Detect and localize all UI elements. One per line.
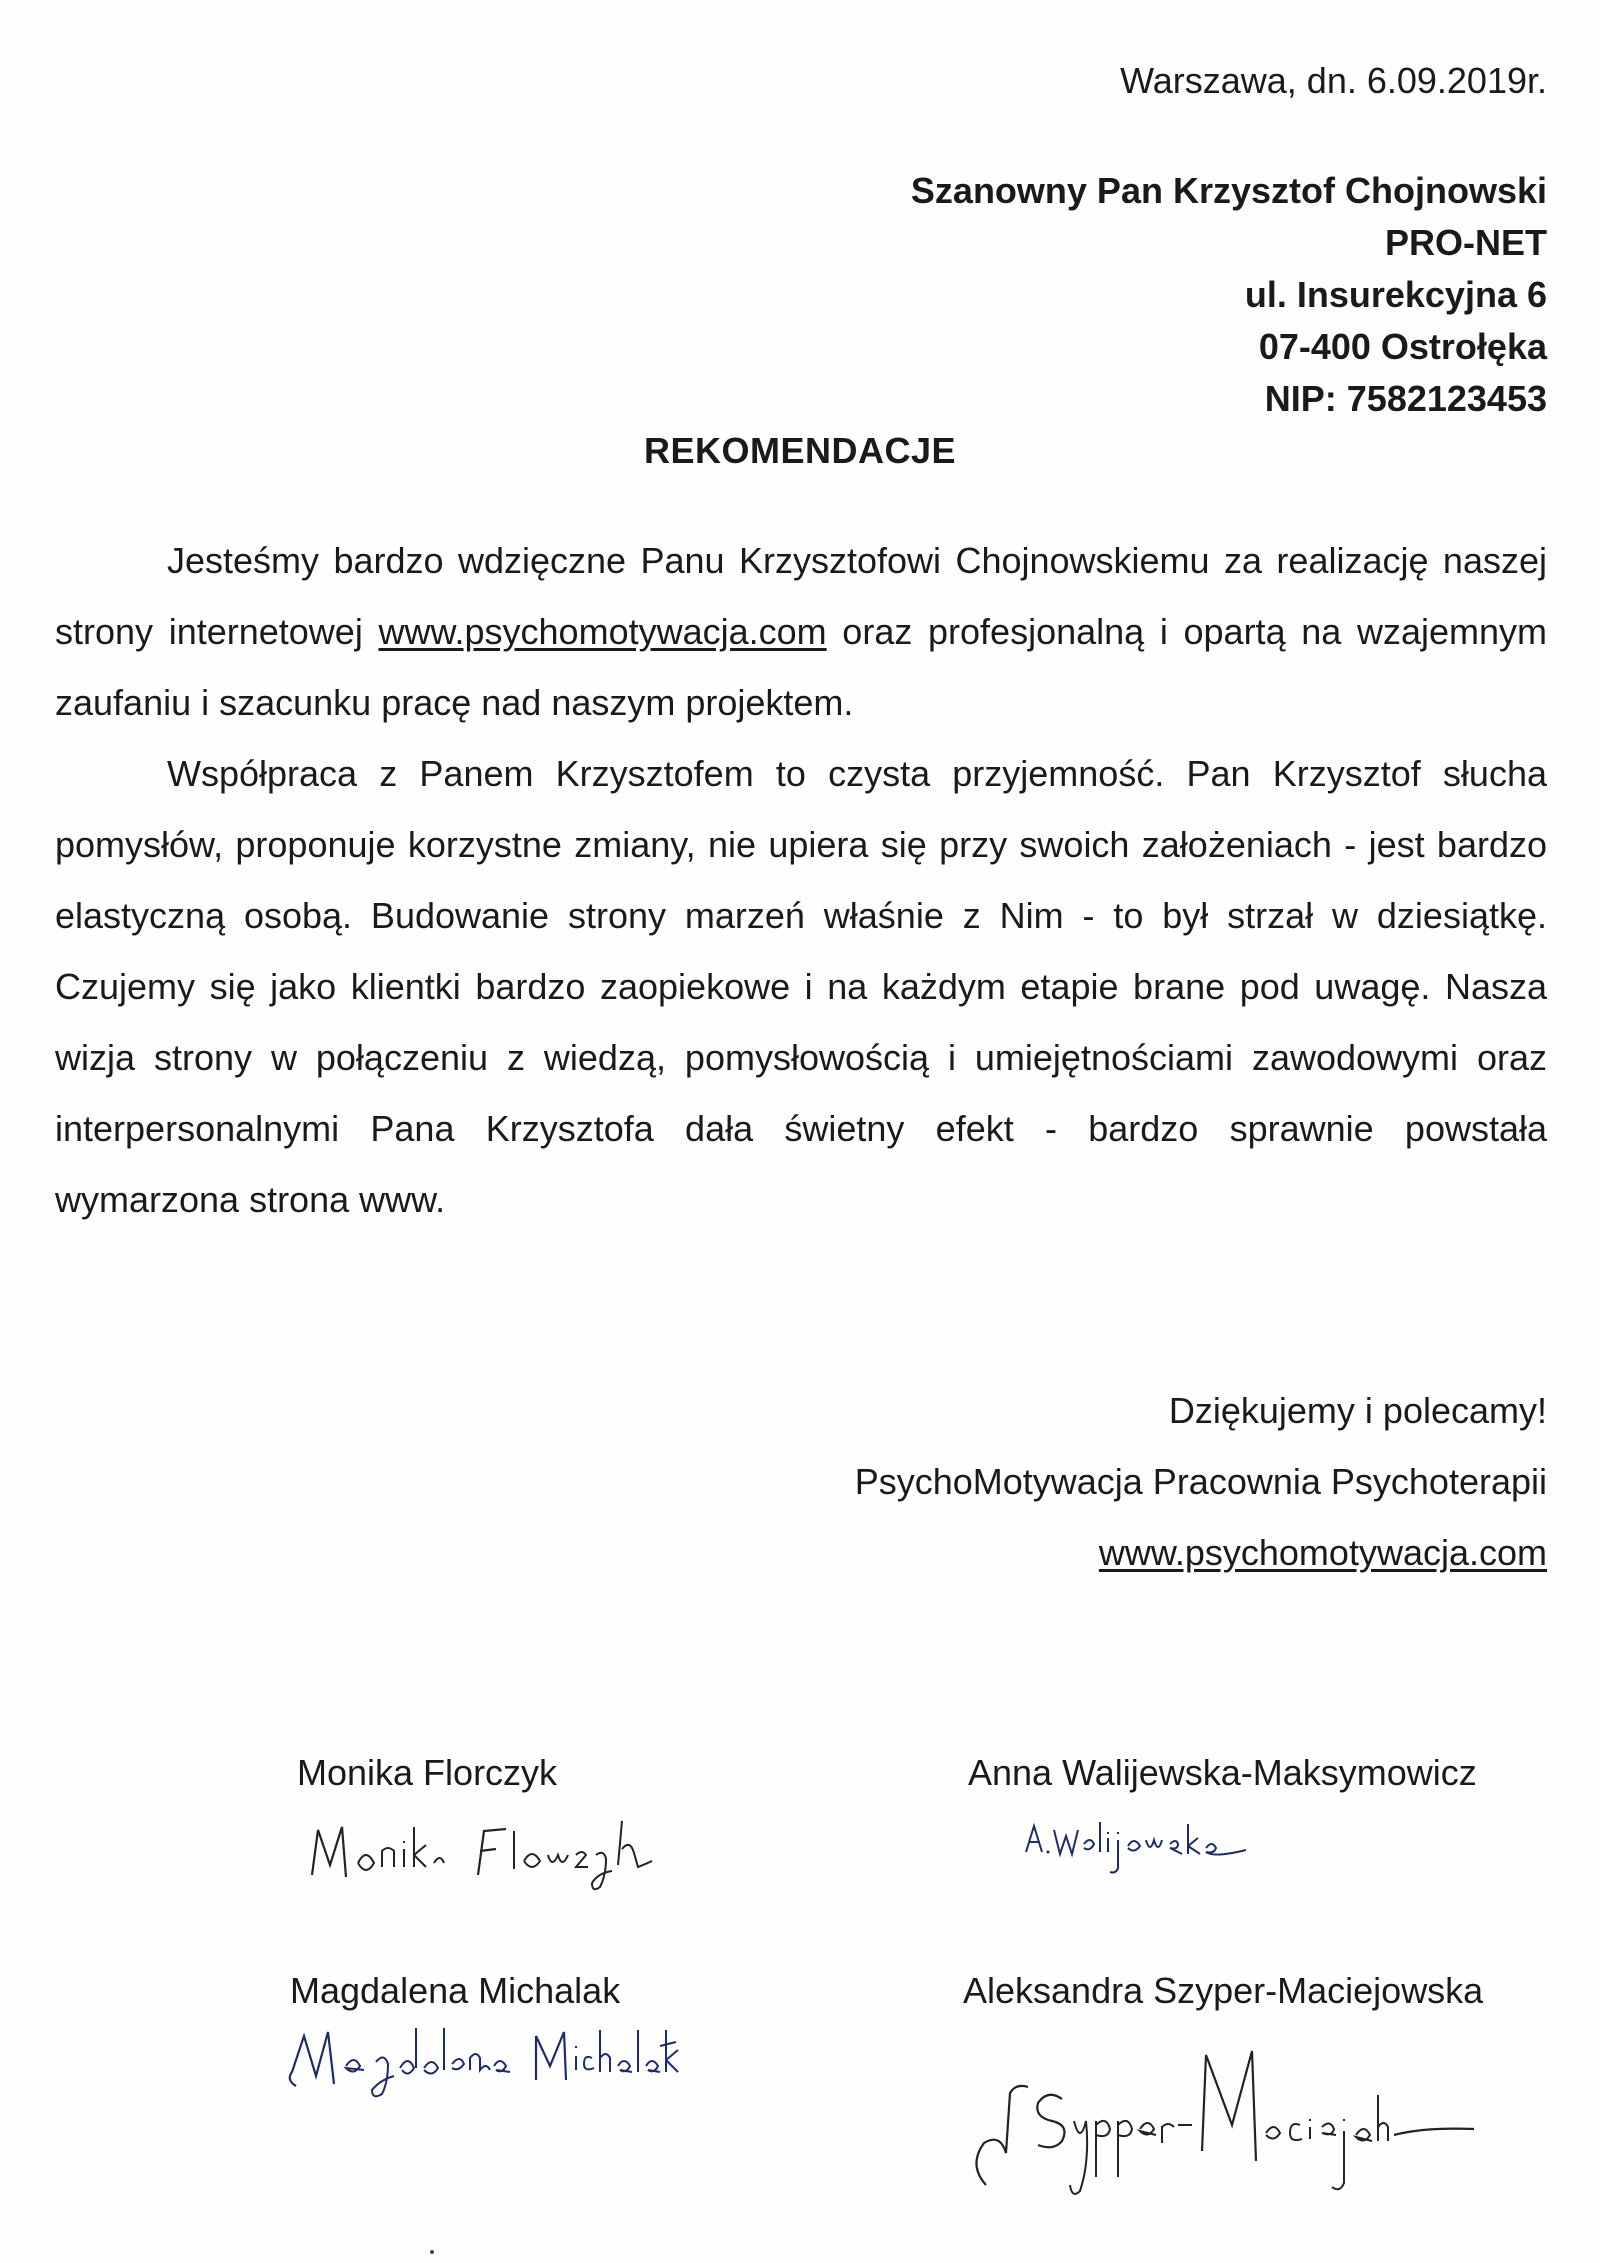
closing-block bbox=[600, 1375, 1547, 1588]
signer-name-4: Aleksandra Szyper-Maciejowska bbox=[963, 1970, 1484, 2011]
recipient-name: Szanowny Pan Krzysztof Chojnowski bbox=[910, 170, 1547, 211]
signature-4 bbox=[966, 2035, 1486, 2215]
signature-3 bbox=[282, 2010, 742, 2100]
scan-speck bbox=[430, 2250, 434, 2254]
paragraph-1 bbox=[55, 525, 1547, 738]
signature-2-drawing bbox=[1020, 1808, 1300, 1878]
recipient-nip: NIP: 7582123453 bbox=[1264, 378, 1547, 419]
signer-name-2: Anna Walijewska-Maksymowicz bbox=[968, 1752, 1477, 1793]
closing-organization: PsychoMotywacja Pracownia Psychoterapii bbox=[854, 1461, 1547, 1502]
recipient-company: PRO-NET bbox=[1385, 222, 1547, 263]
signature-3-drawing bbox=[282, 2010, 742, 2100]
recipient-city: 07-400 Ostrołęka bbox=[1258, 326, 1547, 367]
website-link-inline[interactable]: www.psychomotywacja.com bbox=[378, 611, 827, 652]
paragraph-2: Współpraca z Panem Krzysztofem to czysta przyjemność. Pan Krzysztof słucha pomysłów, proponuje korzystne zmiany, nie upiera się przy swoich założeniach - jest bardzo elastyczną osobą. Budowanie strony marzeń właśnie z Nim - to był strzał w dziesiątkę. Czujemy się jako klientki bardzo zaopiekowe i na każdym etapie brane pod uwagę. Nasza wizja strony w połączeniu z wiedzą, pomysłowością i umiejętnościami zawodowymi oraz interpersonalnymi Pana Krzysztofa dała świetny efekt - bardzo sprawnie powstała wymarzona strona www. bbox=[55, 753, 1547, 1220]
letter-date: Warszawa, dn. 6.09.2019r. bbox=[1120, 60, 1547, 101]
recipient-street: ul. Insurekcyjna 6 bbox=[1244, 274, 1547, 315]
letter-body bbox=[55, 525, 1547, 1235]
signature-2 bbox=[1020, 1808, 1300, 1878]
paragraph-1-text-b: oraz profesjonalną i opartą na wzajemnym zaufaniu i szacunku pracę nad naszym projektem. bbox=[55, 611, 1548, 723]
signature-4-drawing bbox=[966, 2035, 1486, 2215]
closing-website-link[interactable]: www.psychomotywacja.com bbox=[1098, 1532, 1547, 1573]
signer-name-1: Monika Florczyk bbox=[297, 1752, 558, 1793]
signer-name-3: Magdalena Michalak bbox=[290, 1970, 621, 2011]
recipient-block bbox=[760, 165, 1547, 425]
closing-thanks: Dziękujemy i polecamy! bbox=[1168, 1390, 1547, 1431]
paragraph-1-text-a: Jesteśmy bardzo wdzięczne Panu Krzysztofowi Chojnowskiemu za realizację naszej strony internetowej bbox=[55, 540, 1547, 652]
letter-title: REKOMENDACJE bbox=[643, 430, 957, 471]
signature-1 bbox=[300, 1805, 680, 1895]
signature-1-drawing bbox=[300, 1805, 680, 1895]
